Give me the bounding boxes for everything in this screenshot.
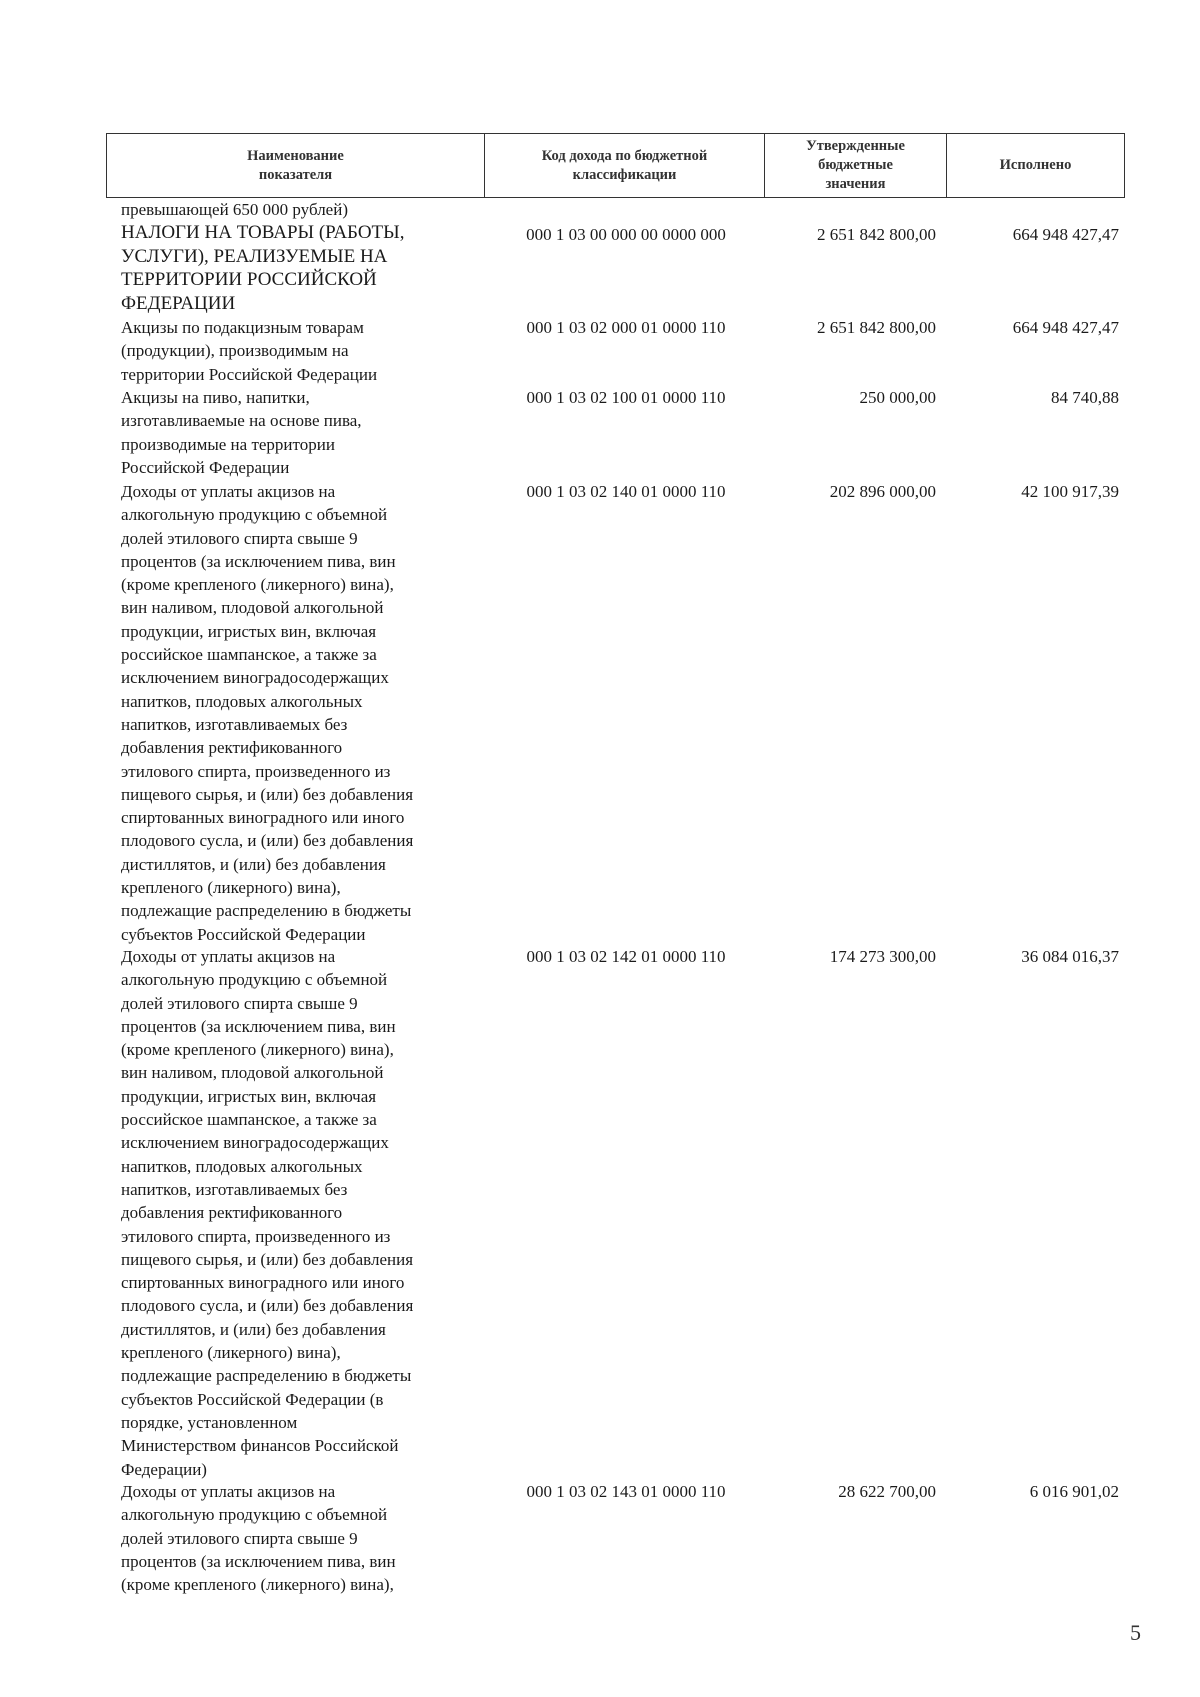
header-approved-column: Утвержденные бюджетные значения: [765, 134, 947, 197]
row-name: превышающей 650 000 рублей): [121, 200, 348, 219]
row-done: 42 100 917,39: [1021, 482, 1119, 501]
page-number: 5: [1130, 1620, 1141, 1645]
row-code: 000 1 03 00 000 00 0000 000: [526, 225, 726, 244]
row-approved: 202 896 000,00: [829, 482, 936, 501]
row-name: Доходы от уплаты акцизов на алкогольную продукцию с объемной долей этилового спирта свыше 9 процентов (за исключением пива, вин (кроме крепленого (ликерного) вина), вин наливом, плодовой алкогольной продукции, игристых вин, включая российское шампанское, а также за исключением виноградосодержащих напитков, плодовых алкогольных напитков, изготавливаемых без добавления ректификованного этилового спирта, произведенного из пищевого сырья, и (или) без добавления спиртованных виноградного или иного плодового сусла, и (или) без добавления дистиллятов, и (или) без добавления крепленого (ликерного) вина), подлежащие распределению в бюджеты субъектов Российской Федерации (в порядке, установленном Министерством финансов Российской Федерации): [121, 947, 414, 1479]
row-approved: 2 651 842 800,00: [817, 318, 936, 337]
row-code: 000 1 03 02 142 01 0000 110: [526, 947, 726, 966]
row-done: 664 948 427,47: [1012, 225, 1119, 244]
row-approved: 2 651 842 800,00: [817, 225, 936, 244]
row-code: 000 1 03 02 100 01 0000 110: [526, 388, 726, 407]
table-header: [106, 133, 1125, 198]
row-code: 000 1 03 02 140 01 0000 110: [526, 482, 726, 501]
row-name: Акцизы на пиво, напитки, изготавливаемые на основе пива, производимые на территории Российской Федерации: [121, 388, 362, 477]
row-approved: 28 622 700,00: [838, 1482, 936, 1501]
row-done: 36 084 016,37: [1021, 947, 1119, 966]
row-name: Акцизы по подакцизным товарам (продукции), производимым на территории Российской Федерации: [121, 318, 378, 384]
row-name: Доходы от уплаты акцизов на алкогольную продукцию с объемной долей этилового спирта свыше 9 процентов (за исключением пива, вин (кроме крепленого (ликерного) вина), вин наливом, плодовой алкогольной продукции, игристых вин, включая российское шампанское, а также за исключением виноградосодержащих напитков, плодовых алкогольных напитков, изготавливаемых без добавления ректификованного этилового спирта, произведенного из пищевого сырья, и (или) без добавления спиртованных виноградного или иного плодового сусла, и (или) без добавления дистиллятов, и (или) без добавления крепленого (ликерного) вина), подлежащие распределению в бюджеты субъектов Российской Федерации: [121, 482, 414, 944]
row-done: 6 016 901,02: [1029, 1482, 1119, 1501]
row-name: НАЛОГИ НА ТОВАРЫ (РАБОТЫ, УСЛУГИ), РЕАЛИЗУЕМЫЕ НА ТЕРРИТОРИИ РОССИЙСКОЙ ФЕДЕРАЦИИ: [121, 222, 405, 314]
header-name-column: Наименование показателя: [107, 134, 485, 197]
row-code: 000 1 03 02 143 01 0000 110: [526, 1482, 726, 1501]
row-done: 664 948 427,47: [1012, 318, 1119, 337]
row-done: 84 740,88: [1051, 388, 1119, 407]
row-approved: 250 000,00: [859, 388, 936, 407]
header-code-column: Код дохода по бюджетной классификации: [485, 134, 765, 197]
row-name: Доходы от уплаты акцизов на алкогольную продукцию с объемной долей этилового спирта свыше 9 процентов (за исключением пива, вин (кроме крепленого (ликерного) вина),: [121, 1482, 396, 1595]
row-code: 000 1 03 02 000 01 0000 110: [526, 318, 726, 337]
header-done-column: Исполнено: [999, 157, 1072, 173]
row-approved: 174 273 300,00: [829, 947, 936, 966]
